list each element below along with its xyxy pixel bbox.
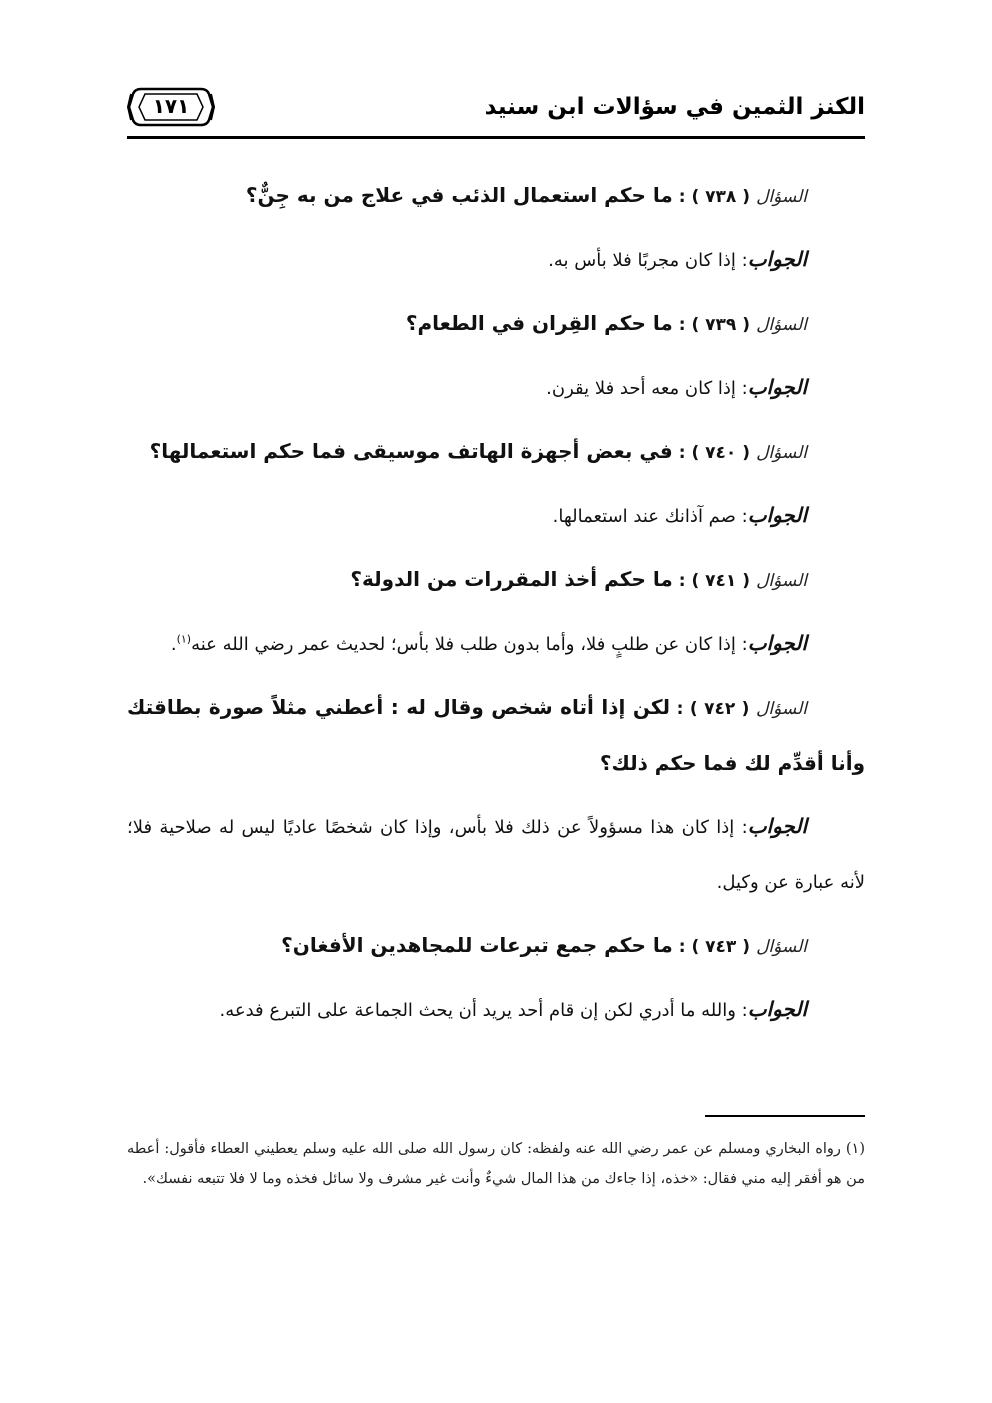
question-block [127,918,865,974]
answer-text: : والله ما أدري لكن إن قام أحد يريد أن يحث الجماعة على التبرع فدعه. [219,1000,748,1021]
question-block [127,296,865,352]
question-text: ما حكم جمع تبرعات للمجاهدين الأفغان؟ [281,933,673,957]
question-label: السؤال [756,937,807,957]
book-title: الكنز الثمين في سؤالات ابن سنيد [484,94,865,120]
answer-block [127,488,865,544]
answer-label: الجواب [747,631,807,655]
question-block [127,424,865,480]
answer-label: الجواب [747,997,807,1021]
question-number: ( ٧٣٩ ) : [678,315,751,335]
question-block [127,168,865,224]
header-divider [127,136,865,139]
question-label: السؤال [756,187,807,207]
question-number: ( ٧٤١ ) : [678,571,751,591]
answer-text: : إذا كان هذا مسؤولاً عن ذلك فلا بأس، وإذا كان شخصًا عاديًا ليس له صلاحية فلا؛ لأنه عبارة عن وكيل. [127,817,865,893]
answer-block [127,232,865,288]
footnote-divider [705,1115,865,1117]
answer-text: : إذا كان عن طلبٍ فلا، وأما بدون طلب فلا بأس؛ لحديث عمر رضي الله عنه [191,634,748,655]
answer-label: الجواب [747,503,807,527]
answer-text: : إذا كان مجربًا فلا بأس به. [548,250,748,271]
question-text: ما حكم أخذ المقررات من الدولة؟ [350,567,673,591]
question-block [127,552,865,608]
question-label: السؤال [756,571,807,591]
question-text: لكن إذا أتاه شخص وقال له : أعطني مثلاً صورة بطاقتك وأنا أقدِّم لك فما حكم ذلك؟ [127,695,865,775]
footnote: (١) رواه البخاري ومسلم عن عمر رضي الله عنه ولفظه: كان رسول الله صلى الله عليه وسلم يعطيني العطاء فأقول: أعطه من هو أفقر إليه مني فقال: «خذه، إذا جاءك من هذا المال شيءٌ وأنت غير مشرف ولا سائل فخذه وما لا فلا تتبعه نفسك». [127,1141,865,1187]
page-number: ١٧١ [152,94,190,118]
answer-text: : إذا كان معه أحد فلا يقرن. [546,378,748,399]
answer-block [127,799,865,910]
qa-content [127,168,865,1046]
answer-block [127,616,865,672]
question-label: السؤال [756,443,807,463]
answer-block [127,360,865,416]
question-number: ( ٧٤٣ ) : [678,937,751,957]
footnote-reference[interactable]: (١) [176,632,192,646]
answer-text: : صم آذانك عند استعمالها. [552,506,748,527]
question-number: ( ٧٣٨ ) : [678,187,751,207]
page-header [127,80,865,142]
question-text: ما حكم القِران في الطعام؟ [405,311,673,335]
answer-block [127,982,865,1038]
question-label: السؤال [756,699,807,719]
answer-text-end: . [170,634,177,655]
question-number: ( ٧٤٠ ) : [678,443,751,463]
question-text: في بعض أجهزة الهاتف موسيقى فما حكم استعمالها؟ [149,439,673,463]
answer-label: الجواب [747,375,807,399]
question-label: السؤال [756,315,807,335]
page-number-frame [127,86,215,128]
question-block [127,680,865,791]
question-number: ( ٧٤٢ ) : [676,699,750,719]
answer-label: الجواب [747,814,807,838]
answer-label: الجواب [747,247,807,271]
question-text: ما حكم استعمال الذئب في علاج من به جِنٌّ؟ [245,183,673,207]
